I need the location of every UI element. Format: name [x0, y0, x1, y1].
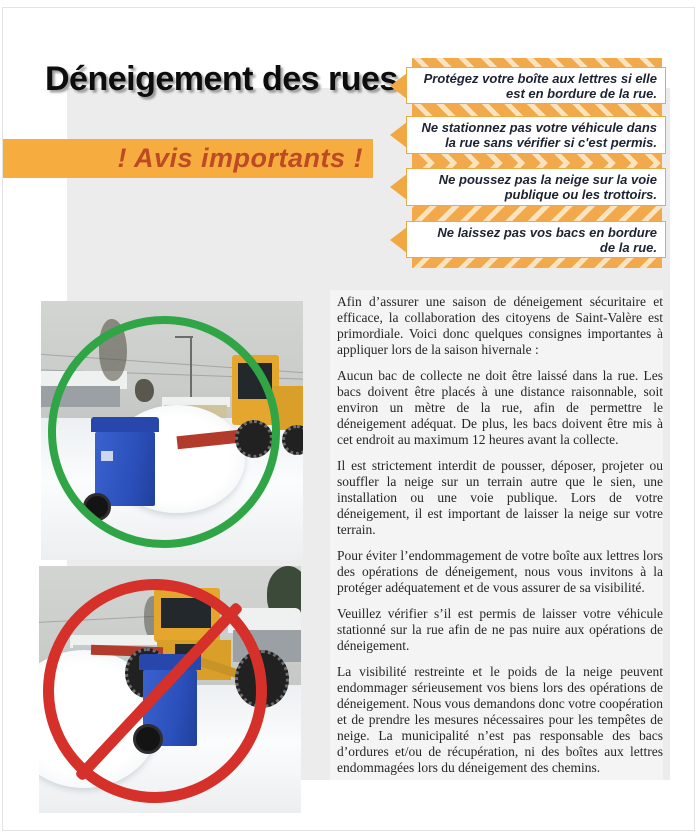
paragraph-intro: Afin d’assurer une saison de déneigement sécuritaire et efficace, la collaboration des citoyens de Saint-Valère est primordiale. Voici donc quelques consignes importantes à appliquer lors de la saison hivernale : [337, 294, 663, 357]
callout-box-mailbox [406, 67, 666, 104]
notice-banner [2, 139, 373, 178]
arrow-left-icon [390, 174, 407, 200]
body-text [337, 294, 663, 786]
callout-text: Ne stationnez pas votre véhicule dans la rue sans vérifier si c'est permis. [421, 120, 657, 150]
arrow-left-icon [390, 122, 407, 148]
paragraph-mailbox: Pour éviter l’endommagement de votre boîte aux lettres lors des opérations de déneigement, nous vous invitons à la protéger adéquatement et de vous assurer de sa visibilité. [337, 548, 663, 595]
callout-box-pushing-snow [406, 168, 666, 206]
arrow-left-icon [390, 73, 407, 99]
arrow-left-icon [390, 227, 407, 253]
photo-bin-correct [41, 301, 303, 560]
callout-box-parking [406, 116, 666, 154]
callout-text: Ne laissez pas vos bacs en bordure de la rue. [437, 224, 657, 255]
paragraph-parking: Veuillez vérifier s’il est permis de laisser votre véhicule stationné sur la rue afin de ne pas nuire aux opérations de déneigement. [337, 606, 663, 653]
paragraph-snow-dumping: Il est strictement interdit de pousser, déposer, projeter ou souffler la neige sur un terrain autre que le sien, une installation ou une voie publique. Lors de votre déneigement, il est important de laisser la neige sur votre terrain. [337, 458, 663, 537]
notice-banner-label: ! Avis importants ! [117, 143, 363, 173]
callout-list [390, 58, 666, 268]
page-title: Déneigement des rues [45, 60, 398, 98]
green-circle-annotation [48, 316, 280, 548]
paragraph-bins: Aucun bac de collecte ne doit être laissé dans la rue. Les bacs doivent être placés à une distance raisonnable, soit environ un mètre de la rue, afin de permettre le déneigement adéquat. De plus, les bacs doivent être mis à cet endroit au maximum 12 heures avant la collecte. [337, 368, 663, 447]
paragraph-liability: La visibilité restreinte et le poids de la neige peuvent endommager sérieusement vos biens lors des opérations de déneigement. Nous vous demandons donc votre coopération et de prendre les mesures nécessaires pour les tempêtes de neige. La municipalité n’est pas responsable des bacs d’ordures et/ou de récupération, ni des boîtes aux lettres endommagées lors du déneigement des chemins. [337, 664, 663, 775]
callout-text: Ne poussez pas la neige sur la voie publique ou les trottoirs. [438, 172, 657, 202]
callout-text: Protégez votre boîte aux lettres si elle est en bordure de la rue. [423, 70, 657, 101]
photo-bin-prohibited [39, 566, 301, 813]
callout-box-bins [406, 221, 666, 258]
